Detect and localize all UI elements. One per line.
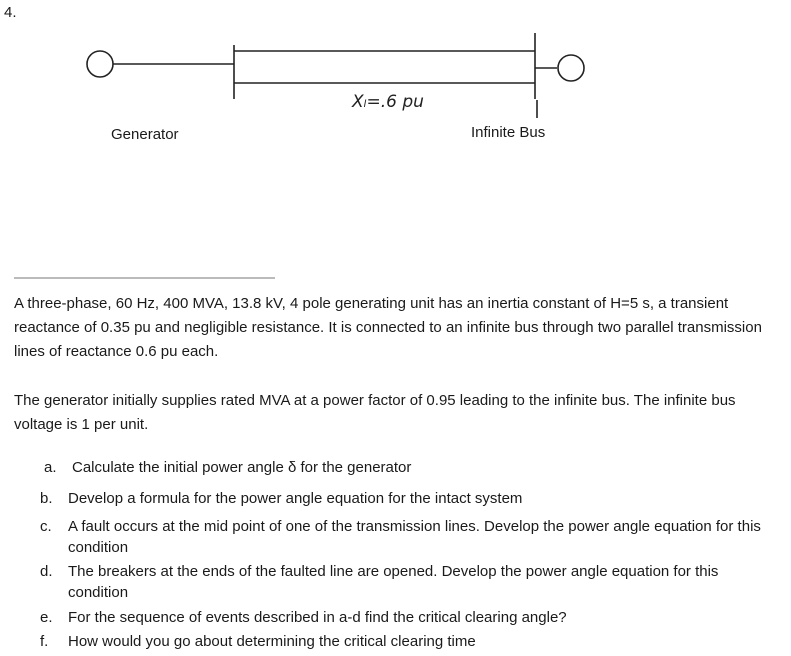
problem-number: 4. xyxy=(4,4,17,21)
question-text: The breakers at the ends of the faulted line are opened. Develop the power angle equation for this condition xyxy=(68,563,719,601)
question-letter: a. xyxy=(44,459,57,476)
question-text: A fault occurs at the mid point of one of the transmission lines. Develop the power angle equation for this condition xyxy=(68,518,761,556)
initial-conditions: The generator initially supplies rated MVA at a power factor of 0.95 leading to the infinite bus. The infinite bus voltage is 1 per unit. xyxy=(14,392,736,433)
question-text: Develop a formula for the power angle equation for the intact system xyxy=(68,490,523,507)
question-letter: e. xyxy=(40,609,53,626)
question-text: For the sequence of events described in a-d find the critical clearing angle? xyxy=(68,609,567,626)
problem-statement: A three-phase, 60 Hz, 400 MVA, 13.8 kV, 4 pole generating unit has an inertia constant of H=5 s, a transient reactance of 0.35 pu and negligible resistance. It is connected to an infinite bus through two parallel transmission lines of reactance 0.6 pu each. xyxy=(14,295,762,360)
generator-label: Generator xyxy=(111,126,179,143)
infinite-bus-symbol xyxy=(558,55,584,81)
generator-symbol xyxy=(87,51,113,77)
question-letter: c. xyxy=(40,518,52,535)
infinite-bus-label: Infinite Bus xyxy=(471,124,546,141)
line-reactance-label: Xₗ=.6 pu xyxy=(352,92,424,112)
question-text: How would you go about determining the critical clearing time xyxy=(68,633,476,650)
question-letter: b. xyxy=(40,490,53,507)
question-text: Calculate the initial power angle δ for the generator xyxy=(72,459,412,476)
question-letter: f. xyxy=(40,633,49,650)
one-line-diagram xyxy=(0,0,791,290)
question-letter: d. xyxy=(40,563,53,580)
